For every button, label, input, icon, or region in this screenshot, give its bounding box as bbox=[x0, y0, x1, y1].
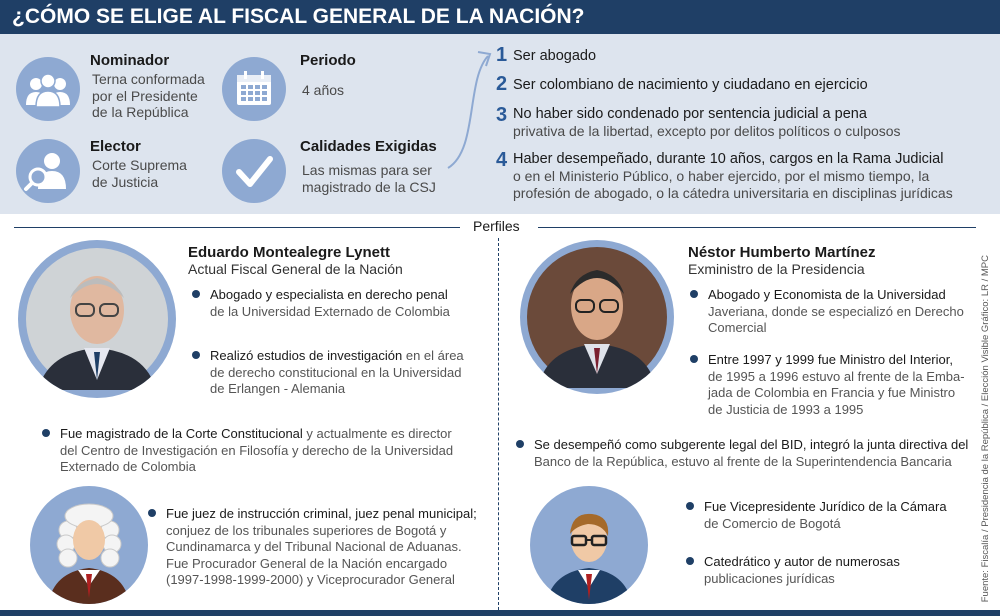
bullet-dot bbox=[192, 351, 200, 359]
people-group-icon bbox=[16, 57, 80, 121]
source-credit-wrap bbox=[980, 36, 996, 608]
bullet-dot bbox=[690, 290, 698, 298]
bullet-line: conjuez de los tribunales superiores de Bogotá y bbox=[166, 522, 447, 538]
calidades-text bbox=[302, 162, 436, 195]
bullet-text: en el área bbox=[402, 348, 464, 363]
title-bar bbox=[0, 0, 1000, 34]
column-divider bbox=[498, 238, 499, 610]
nominador-label: Nominador bbox=[90, 52, 170, 69]
bullet-line: Se desempeñó como subgerente legal del BID, integró la junta directiva del bbox=[534, 437, 969, 452]
bullet-dot bbox=[516, 440, 524, 448]
profile-bullet bbox=[704, 554, 900, 587]
bullet-dot bbox=[690, 355, 698, 363]
profile-bullet bbox=[166, 506, 477, 589]
student-illustration bbox=[530, 486, 648, 604]
profile-role: Exministro de la Presidencia bbox=[688, 261, 865, 277]
page-title: ¿CÓMO SE ELIGE AL FISCAL GENERAL DE LA NACIÓN? bbox=[12, 5, 585, 28]
bullet-line: (1997-1998-1999-2000) y Viceprocurador General bbox=[166, 572, 455, 587]
elector-label: Elector bbox=[90, 138, 141, 155]
requirement-text: Ser abogado bbox=[513, 48, 597, 64]
bullet-text: y actualmente es director bbox=[302, 426, 452, 441]
portrait-photo bbox=[18, 240, 176, 398]
calendar-icon bbox=[222, 57, 286, 121]
calidades-line: magistrado de la CSJ bbox=[302, 178, 436, 195]
requirement-detail: profesión de abogado, o la cátedra universitaria en disciplinas jurídicas bbox=[513, 185, 953, 201]
bullet-line: Banco de la República, estuvo al frente de la Superintendencia Bancaria bbox=[534, 453, 952, 469]
nominador-line: de la República bbox=[92, 104, 189, 120]
profile-name: Eduardo Montealegre Lynett bbox=[188, 244, 390, 261]
requirement-text: No haber sido condenado por sentencia judicial a pena bbox=[513, 106, 867, 122]
bullet-line: Entre 1997 y 1999 fue Ministro del Interior, bbox=[708, 352, 953, 367]
bottom-bar bbox=[0, 610, 1000, 616]
periodo-value: 4 años bbox=[302, 82, 345, 98]
bullet-line: de 1995 a 1996 estuvo al frente de la Emba- bbox=[708, 368, 965, 384]
bullet-line: Fue Procurador General de la Nación encargado bbox=[166, 555, 448, 571]
bullet-bold: Realizó estudios de investigación bbox=[210, 348, 403, 363]
profile-bullet bbox=[704, 499, 947, 532]
requirement-detail: privativa de la libertad, excepto por delitos políticos o culposos bbox=[513, 123, 901, 139]
bullet-line: Comercial bbox=[708, 320, 767, 335]
nominador-line: Terna conformada bbox=[92, 71, 205, 87]
profile-bullet bbox=[60, 426, 453, 476]
elector-line: de Justicia bbox=[92, 173, 159, 190]
bullet-line: Abogado y especialista en derecho penal bbox=[210, 287, 448, 302]
bullet-dot bbox=[192, 290, 200, 298]
profile-bullet bbox=[708, 352, 965, 418]
periodo-label: Periodo bbox=[300, 52, 356, 69]
bullet-line: Abogado y Economista de la Universidad bbox=[708, 287, 946, 302]
profile-role: Actual Fiscal General de la Nación bbox=[188, 261, 403, 277]
nominador-line: por el Presidente bbox=[92, 87, 198, 104]
bullet-line: Externado de Colombia bbox=[60, 459, 196, 474]
requirement-number: 3 bbox=[496, 104, 508, 126]
arrow-connector bbox=[438, 40, 498, 180]
profile-bullet bbox=[210, 287, 450, 320]
requirement-number: 4 bbox=[496, 149, 508, 171]
bullet-line: Javeriana, donde se especializó en Derecho bbox=[708, 303, 964, 319]
bullet-line: de Comercio de Bogotá bbox=[704, 515, 841, 531]
profile-name: Néstor Humberto Martínez bbox=[688, 244, 876, 261]
elector-line: Corte Suprema bbox=[92, 157, 187, 173]
judge-illustration bbox=[30, 486, 148, 604]
elector-text bbox=[92, 157, 187, 190]
bullet-dot bbox=[42, 429, 50, 437]
bullet-line: de la Universidad Externado de Colombia bbox=[210, 303, 450, 319]
divider-line bbox=[538, 227, 976, 228]
bullet-line: jada de Colombia en Francia y fue Ministro bbox=[708, 385, 956, 400]
calidades-line: Las mismas para ser bbox=[302, 162, 432, 178]
bullet-line: publicaciones jurídicas bbox=[704, 570, 835, 586]
requirement-text: Haber desempeñado, durante 10 años, cargos en la Rama Judicial bbox=[513, 151, 944, 167]
requirement-number: 2 bbox=[496, 73, 508, 95]
source-credit: Fuente: Fiscalía / Presidencia de la República / Elección Visible Gráfico: LR / MPC bbox=[980, 254, 991, 602]
portrait-photo bbox=[520, 240, 674, 394]
bullet-line: Fue juez de instrucción criminal, juez penal municipal; bbox=[166, 506, 477, 521]
section-label: Perfiles bbox=[473, 218, 520, 234]
bullet-line: Fue Vicepresidente Jurídico de la Cámara bbox=[704, 499, 947, 514]
bullet-dot bbox=[686, 502, 694, 510]
bullet-line: de derecho constitucional en la Universidad bbox=[210, 364, 462, 380]
profile-bullet bbox=[534, 437, 968, 470]
bullet-line: del Centro de Investigación en Filosofía y derecho de la Universidad bbox=[60, 442, 454, 458]
checkmark-icon bbox=[222, 139, 286, 203]
requirement-number: 1 bbox=[496, 44, 508, 66]
nominador-text bbox=[92, 71, 205, 121]
bullet-bold: Fue magistrado de la Corte Constitucional bbox=[60, 426, 303, 441]
calidades-label: Calidades Exigidas bbox=[300, 138, 437, 155]
requirement-detail: o en el Ministerio Público, o haber ejercido, por el mismo tiempo, la bbox=[513, 168, 930, 184]
profile-bullet bbox=[708, 287, 964, 337]
profile-bullet bbox=[210, 348, 464, 398]
bullet-line: de Justicia de 1993 a 1995 bbox=[708, 401, 864, 417]
bullet-line: de Erlangen - Alemania bbox=[210, 381, 346, 396]
search-person-icon bbox=[16, 139, 80, 203]
divider-line bbox=[14, 227, 460, 228]
bullet-line: Cundinamarca y del Tribunal Nacional de Aduanas. bbox=[166, 539, 462, 554]
bullet-dot bbox=[148, 509, 156, 517]
bullet-dot bbox=[686, 557, 694, 565]
bullet-line: Catedrático y autor de numerosas bbox=[704, 554, 900, 569]
requirement-text: Ser colombiano de nacimiento y ciudadano en ejercicio bbox=[513, 77, 868, 93]
